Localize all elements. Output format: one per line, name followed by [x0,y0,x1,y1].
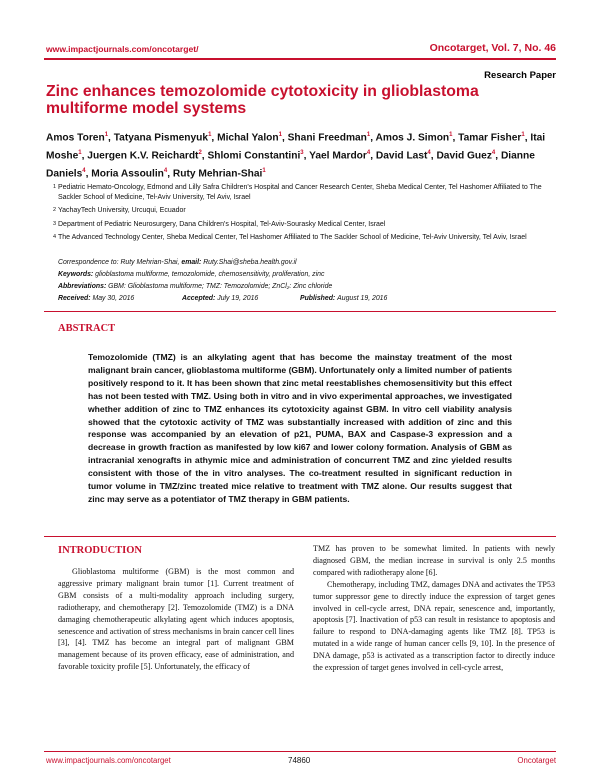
author-affiliation-marker: 1 [278,132,282,138]
page-number: 74860 [288,756,311,765]
abstract-top-rule [44,311,556,312]
published-value: August 19, 2016 [337,295,388,302]
author-affiliation-marker: 1 [449,132,453,138]
intro-left-column [58,566,294,673]
correspondence-name: Ruty Mehrian-Shai, [120,259,180,266]
keywords [58,270,324,280]
affiliation-4 [53,233,554,243]
abbreviations [58,282,332,292]
author-name: Tatyana Pismenyuk [113,132,209,144]
author-name: Michal Yalon [217,132,279,144]
author-affiliation-marker: 1 [208,132,212,138]
keywords-label: Keywords: [58,271,94,278]
author-affiliation-marker: 1 [78,149,82,156]
affiliation-2 [53,206,554,216]
header-journal-url[interactable]: www.impactjournals.com/oncotarget/ [46,44,199,54]
author-affiliation-marker: 4 [366,149,371,156]
intro-paragraph-1: Glioblastoma multiforme (GBM) is the most common and aggressive primary malignant brain tumor [1]. Current treatment of GBM consists of a multi-modality approach including surgery, radiotherapy, and chemotherapy [2]. Temozolomide (TMZ) is a DNA damaging chemotherapeutic alkylating agent which induces apoptosis, senescence and activation of stress mechanisms in brain cancer cell lines [3], [4]. TMZ has become an integral part of malignant GBM management because of its proven efficacy, ease of administration, and favorable toxicity profile [5]. Unfortunately, the efficacy of [58,567,294,672]
affiliation-number: 4 [53,234,57,240]
intro-right-column [313,543,555,674]
author-name: Shani Freedman [287,132,367,144]
author-affiliation-marker: 1 [262,167,266,174]
footer-journal-name: Oncotarget [517,756,556,765]
affiliation-text: YachayTech University, Urcuqui, Ecuador [58,207,186,214]
author-name: Yael Mardor [309,150,367,162]
author-affiliation-marker: 4 [427,149,431,156]
accepted-value: July 19, 2016 [217,295,259,302]
accepted-date [182,294,258,304]
intro-paragraph-3: Chemotherapy, including TMZ, damages DNA and activates the TP53 tumor suppressor gene to directly induce the expression of target genes involved in cell-cycle arrest, DNA repair, senescence and, importantly, apoptosis [7]. Inactivation of p53 can result in resistance to apoptosis and failure to respond to DNA-damaging agents like TMZ [8]. TP53 is mutated in a wide range of human cancer cells [9, 10]. In the presence of DNA damage, p53 is activated as a transcription factor to directly induce the expression of target genes involved in cell-cycle arrest, [313,579,555,673]
affiliation-3 [53,220,554,230]
affiliation-1 [53,183,554,203]
received-label: Received: [58,295,91,302]
author-affiliation-marker: 2 [198,149,202,156]
author-list: Amos Toren$^1$, Tatyana Pismenyuk$^1$, Michal Yalon$^1$, Shani Freedman$^1$, Amos J. Simon$^1$, Tamar Fisher$^1$, Itai Moshe$^1$, Juergen K.V. Reichardt$^2$, Shlomi Constantini$^3$, Yael Mardor$^4$, David Last$^4$, David Guez$^4$, Dianne Daniels$^4$, Moria Assoulin$^4$, Ruty Mehrian-Shai$^1$ [46,132,546,180]
author-name: Dianne Daniels [46,150,535,180]
correspondence-label: Correspondence to: [58,259,119,266]
paper-title: Zinc enhances temozolomide cytotoxicity in glioblastoma multiforme model systems [46,83,479,117]
affiliation-number: 1 [53,184,57,190]
author-affiliation-marker: 4 [491,149,496,156]
abstract-heading: ABSTRACT [58,323,116,334]
intro-paragraph-2: TMZ has proven to be somewhat limited. In patients with newly diagnosed GBM, the median increase in survival is only 2.5 months compared with radiotherapy alone [6]. [313,544,555,577]
abbreviations-text: GBM: Glioblastoma multiforme; TMZ: Temozolomide; ZnCl₂: Zinc chloride [108,283,333,290]
email-link[interactable]: Ruty.Shai@sheba.health.gov.il [203,259,297,266]
abbreviations-label: Abbreviations: [58,283,107,290]
author-name: Shlomi Constantini [207,150,301,162]
author-affiliation-marker: 4 [82,167,86,174]
affiliation-number: 3 [53,221,57,227]
header-divider [44,58,556,60]
received-date [58,294,134,304]
article-type: Research Paper [484,70,556,81]
author-name: David Last [375,150,428,162]
footer-journal-url[interactable]: www.impactjournals.com/oncotarget [46,756,171,765]
received-value: May 30, 2016 [92,295,135,302]
abstract-text: Temozolomide (TMZ) is an alkylating agent that has become the mainstay treatment of the most malignant brain cancer, glioblastoma multiforme (GBM). Unfortunately only a limited number of patients positively respond to it. It has been shown that zinc metal reestablishes chemosensitivity but this effect has not been tested with TMZ. Using both in vitro and in vivo experimental approaches, we investigated whether addition of zinc to TMZ enhances its cytotoxicity against GBM. In vitro cell viability analysis showed that the cytotoxic activity of TMZ was substantially increased with addition of zinc and this response was accompanied by an elevation of p21, PUMA, BAX and Caspase-3 expression and a decrease in growth fraction as manifested by low ki67 and lower colony formation. Analysis of GBM as intracranial xenografts in athymic mice and administration of concurrent TMZ and zinc yielded results consistent with those of the in vitro analyses. The co-treatment resulted in significant reduction in tumor volume in TMZ/zinc treated mice relative to treatment with TMZ alone. Our results suggest that zinc may serve as a potentiator of TMZ therapy in GBM patients. [88,352,513,504]
author-affiliation-marker: 3 [300,149,304,156]
author-name: Ruty Mehrian-Shai [172,168,263,180]
published-label: Published: [300,295,336,302]
header-journal-citation: Oncotarget, Vol. 7, No. 46 [429,42,556,54]
author-name: Amos Toren [46,132,105,144]
email-label: email: [181,259,202,266]
author-name: Moria Assoulin [91,168,164,180]
affiliation-number: 2 [53,207,57,213]
author-affiliation-marker: 1 [366,132,371,138]
author-affiliation-marker: 1 [521,132,525,138]
footer-divider [44,751,556,752]
author-name: Tamar Fisher [458,132,522,144]
affiliation-text: The Advanced Technology Center, Sheba Medical Center, Tel Hashomer Affiliated to The Sackler School of Medicine, Tel-Aviv University, Tel Aviv, Israel [58,234,527,241]
author-name: David Guez [436,150,492,162]
intro-top-rule [44,536,556,537]
published-date [300,294,387,304]
author-name: Juergen K.V. Reichardt [87,150,199,162]
introduction-heading: INTRODUCTION [58,545,143,556]
accepted-label: Accepted: [182,295,216,302]
affiliation-text: Department of Pediatric Neurosurgery, Dana Children's Hospital, Tel-Aviv-Sourasky Medical Center, Israel [58,221,386,228]
keywords-text: glioblastoma multiforme, temozolomide, chemosensitivity, proliferation, zinc [95,271,325,278]
author-name: Itai Moshe [46,132,546,162]
author-name: Amos J. Simon [375,132,450,144]
correspondence [58,258,297,268]
affiliation-text: Pediatric Hemato-Oncology, Edmond and Lilly Safra Children's Hospital and Cancer Research Center, Sheba Medical Center, Tel Hashomer Affiliated to The Sackler School of Medicine, Tel-Aviv University, Tel Aviv, Israel [58,184,542,201]
author-affiliation-marker: 1 [104,132,109,138]
author-affiliation-marker: 4 [163,167,168,174]
